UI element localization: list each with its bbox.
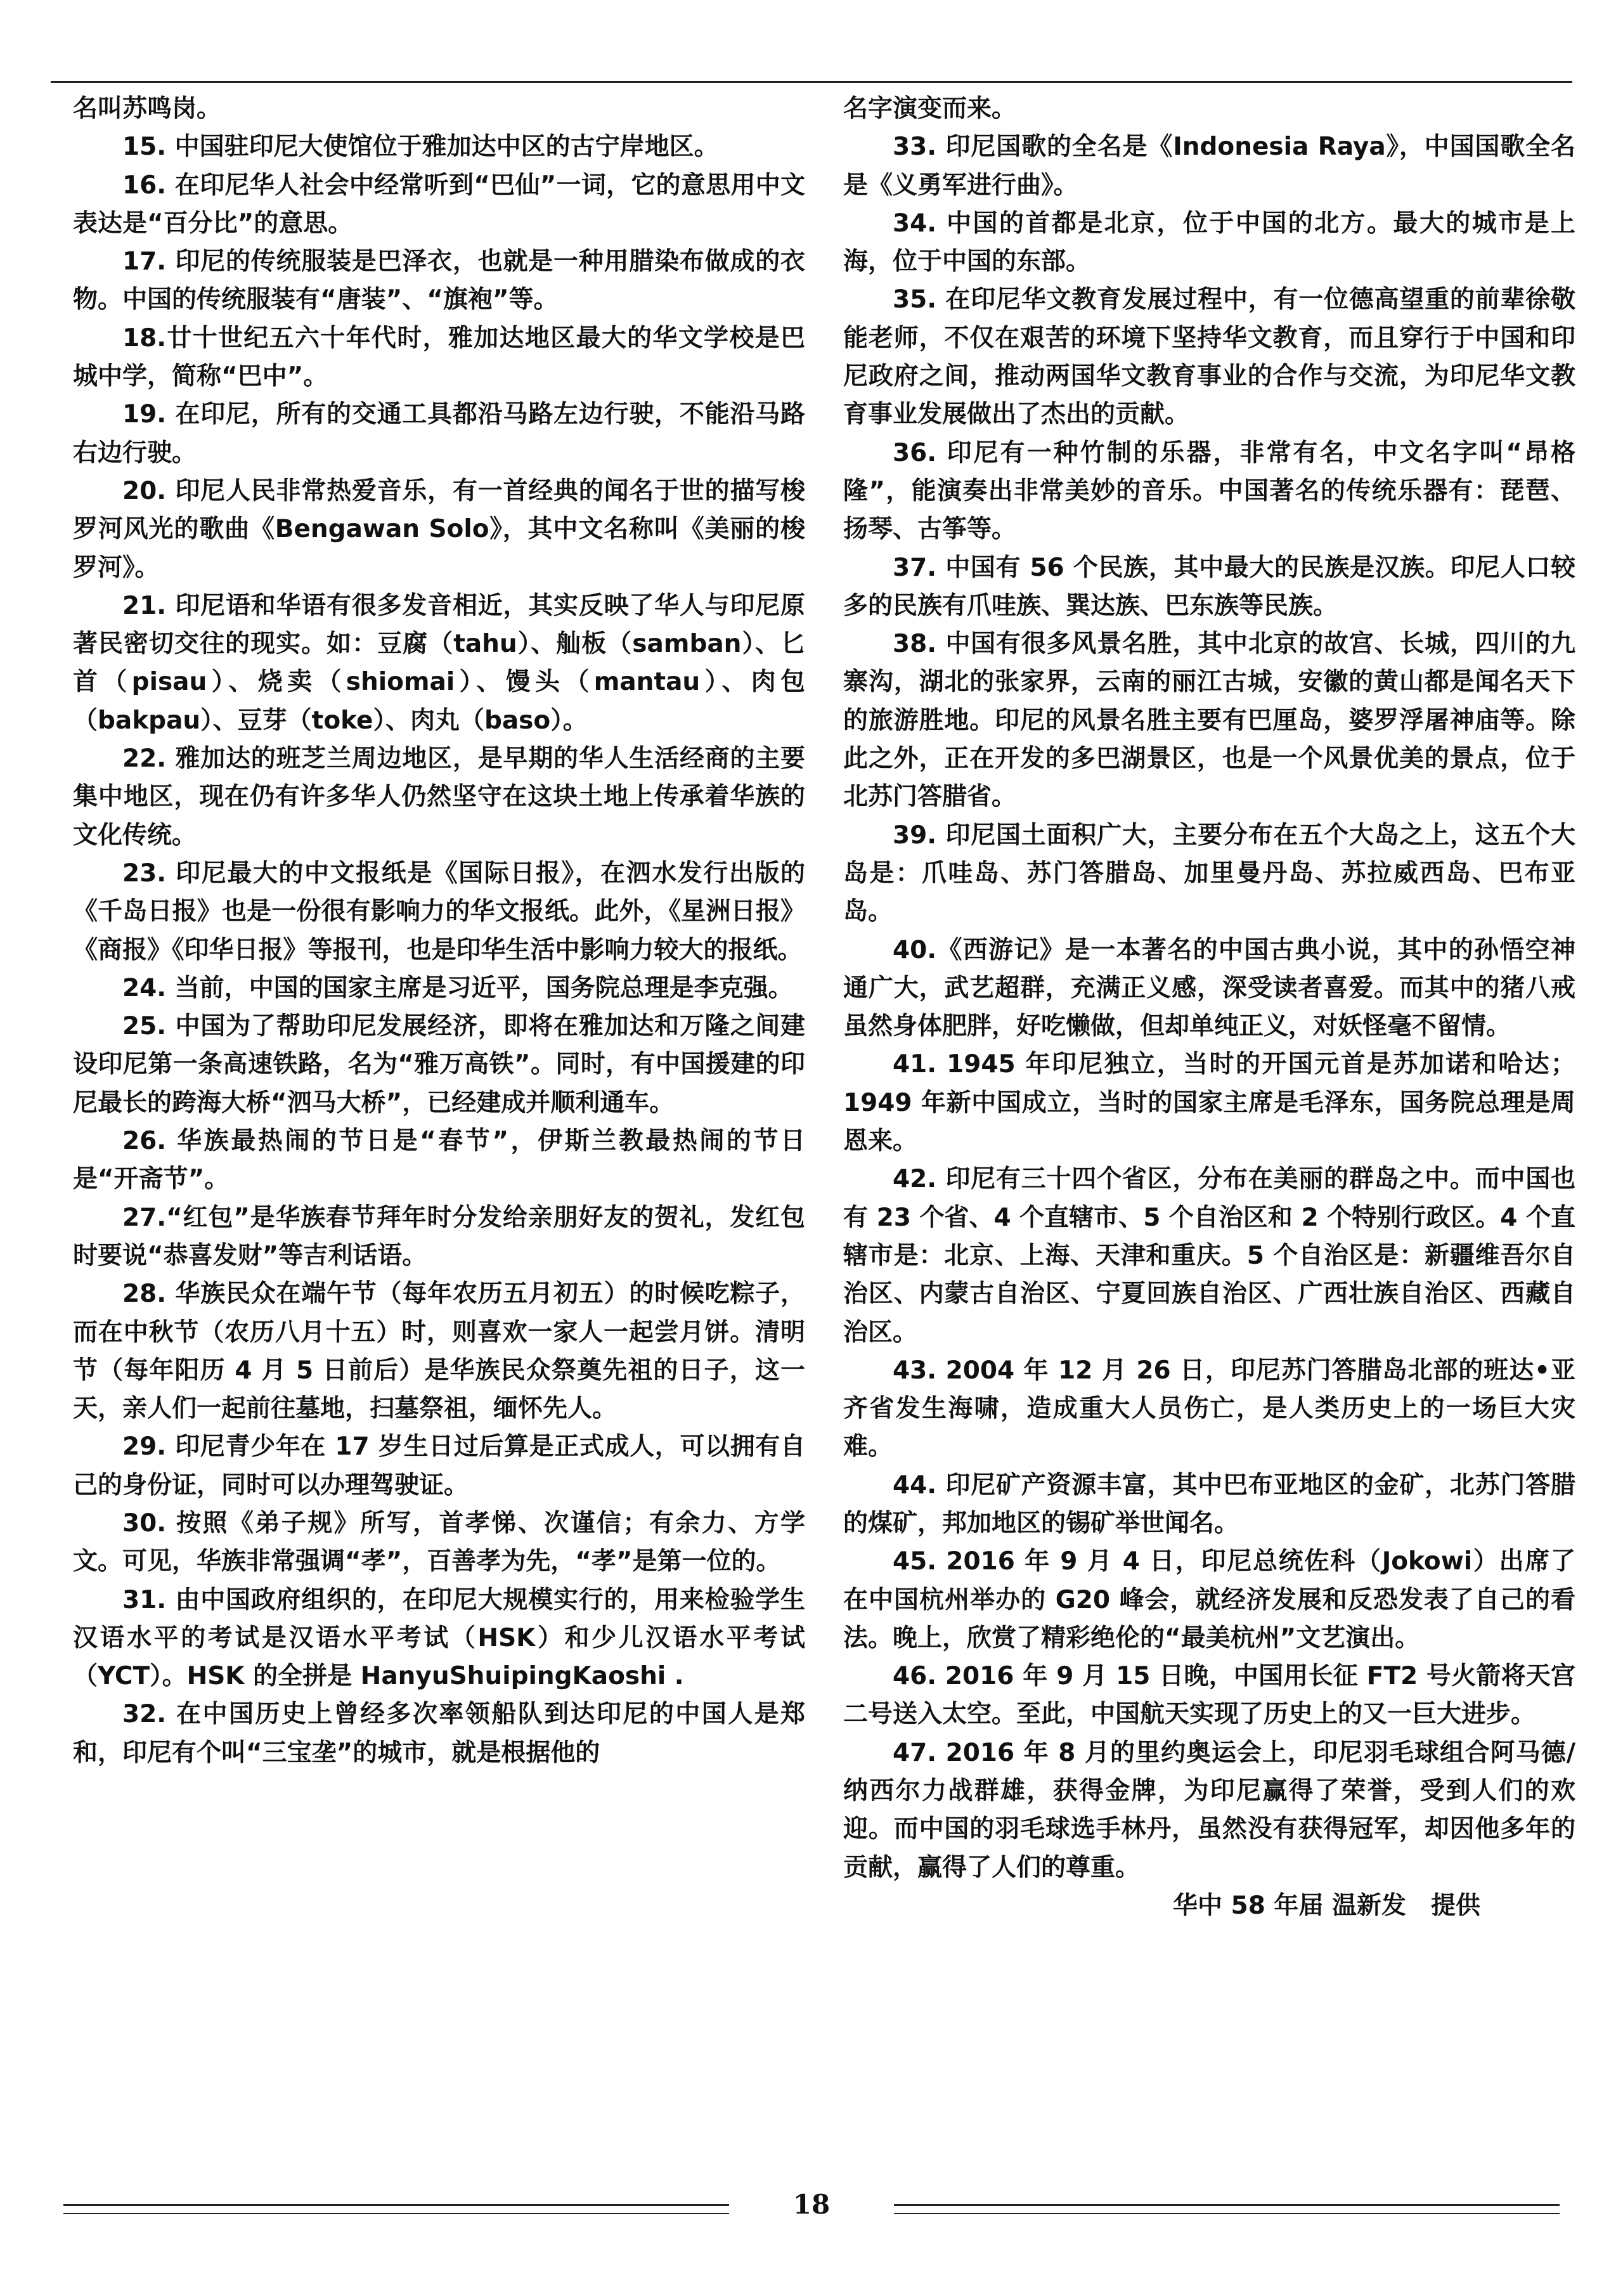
paragraph-item-20: 20. 印尼人民非常热爱音乐，有一首经典的闻名于世的描写梭罗河风光的歌曲《Bengawan Solo》，其中文名称叫《美丽的梭罗河》。 <box>73 476 805 582</box>
paragraph-item-28: 28. 华族民众在端午节（每年农历五月初五）的时候吃粽子，而在中秋节（农历八月十五）时，则喜欢一家人一起尝月饼。清明节（每年阳历 4 月 5 日前后）是华族民众祭奠先祖的日子，这一天，亲人们一起前往墓地，扫墓祭祖，缅怀先人。 <box>73 1280 805 1424</box>
paragraph-item-43: 43. 2004 年 12 月 26 日，印尼苏门答腊岛北部的班达•亚齐省发生海啸，造成重大人员伤亡，是人类历史上的一场巨大灾难。 <box>843 1356 1575 1462</box>
paragraph-item-30: 30. 按照《弟子规》所写，首孝悌、次谨信；有余力、方学文。可见，华族非常强调“孝”，百善孝为先，“孝”是第一位的。 <box>73 1508 805 1576</box>
paragraph-item-42: 42. 印尼有三十四个省区，分布在美丽的群岛之中。而中国也有 23 个省、4 个直辖市、5 个自治区和 2 个特别行政区。4 个直辖市是：北京、上海、天津和重庆。5 个自治区是：新疆维吾尔自治区、内蒙古自治区、宁夏回族自治区、广西壮族自治区、西藏自治区。 <box>843 1165 1575 1347</box>
paragraph-item-38: 38. 中国有很多风景名胜，其中北京的故宫、长城，四川的九寨沟，湖北的张家界，云南的丽江古城，安徽的黄山都是闻名天下的旅游胜地。印尼的风景名胜主要有巴厘岛，婆罗浮屠神庙等。除此之外，正在开发的多巴湖景区，也是一个风景优美的景点，位于北苏门答腊省。 <box>843 630 1575 812</box>
paragraph-item-17: 17. 印尼的传统服装是巴泽衣，也就是一种用腊染布做成的衣物。中国的传统服装有“唐装”、“旗袍”等。 <box>73 247 805 315</box>
author-credit: 华中 58 年届 温新发 提供 <box>1172 1891 1480 1920</box>
paragraph-item-47: 47. 2016 年 8 月的里约奥运会上，印尼羽毛球组合阿马德/纳西尔力战群雄，获得金牌，为印尼赢得了荣誉，受到人们的欢迎。而中国的羽毛球选手林丹，虽然没有获得冠军，却因他多年的贡献，赢得了人们的尊重。 <box>843 1738 1575 1882</box>
paragraph-item-18: 18.廿十世纪五六十年代时，雅加达地区最大的华文学校是巴城中学，简称“巴中”。 <box>73 323 805 391</box>
paragraph-item-33: 33. 印尼国歌的全名是《Indonesia Raya》，中国国歌全名是《义勇军进行曲》。 <box>843 133 1575 200</box>
header-rule <box>51 81 1572 83</box>
paragraph-item-32: 32. 在中国历史上曾经多次率领船队到达印尼的中国人是郑和，印尼有个叫“三宝垄”的城市，就是根据他的 <box>73 1700 805 1767</box>
paragraph-item-15: 15. 中国驻印尼大使馆位于雅加达中区的古宁岸地区。 <box>122 133 719 162</box>
paragraph-item-21: 21. 印尼语和华语有很多发音相近，其实反映了华人与印尼原著民密切交往的现实。如：豆腐（tahu）、舢板（samban）、匕首（pisau）、烧卖（shiomai）、馒头（mantau）、肉包（bakpau）、豆芽（toke）、肉丸（baso）。 <box>73 591 805 735</box>
footer-rule-right-thin <box>894 2213 1560 2214</box>
paragraph-item-29: 29. 印尼青少年在 17 岁生日过后算是正式成人，可以拥有自己的身份证，同时可以办理驾驶证。 <box>73 1432 805 1500</box>
paragraph-item-31: 31. 由中国政府组织的，在印尼大规模实行的，用来检验学生汉语水平的考试是汉语水平考试（HSK）和少儿汉语水平考试（YCT）。HSK 的全拼是 HanyuShuipingKaoshi . <box>73 1585 805 1691</box>
paragraph-continuation: 名叫苏鸣岗。 <box>73 94 222 123</box>
paragraph-item-16: 16. 在印尼华人社会中经常听到“巴仙”一词，它的意思用中文表达是“百分比”的意思。 <box>73 171 805 238</box>
footer-rule-right <box>894 2204 1560 2206</box>
page-number: 18 <box>792 2189 831 2220</box>
right-column <box>843 90 1575 1925</box>
paragraph-item-23: 23. 印尼最大的中文报纸是《国际日报》，在泗水发行出版的《千岛日报》也是一份很有影响力的华文报纸。此外，《星洲日报》《商报》《印华日报》等报刊，也是印华生活中影响力较大的报纸。 <box>73 859 805 964</box>
paragraph-item-22: 22. 雅加达的班芝兰周边地区，是早期的华人生活经商的主要集中地区，现在仍有许多华人仍然坚守在这块土地上传承着华族的文化传统。 <box>73 744 805 850</box>
paragraph-item-40: 40.《西游记》是一本著名的中国古典小说，其中的孙悟空神通广大，武艺超群，充满正义感，深受读者喜爱。而其中的猪八戒虽然身体肥胖，好吃懒做，但却单纯正义，对妖怪毫不留情。 <box>843 935 1575 1041</box>
paragraph-item-27: 27.“红包”是华族春节拜年时分发给亲朋好友的贺礼，发红包时要说“恭喜发财”等吉利话语。 <box>73 1203 805 1270</box>
paragraph-continuation: 名字演变而来。 <box>843 94 1017 123</box>
paragraph-item-39: 39. 印尼国土面积广大，主要分布在五个大岛之上，这五个大岛是：爪哇岛、苏门答腊岛、加里曼丹岛、苏拉威西岛、巴布亚岛。 <box>843 820 1575 926</box>
paragraph-item-34: 34. 中国的首都是北京，位于中国的北方。最大的城市是上海，位于中国的东部。 <box>843 209 1575 276</box>
paragraph-item-25: 25. 中国为了帮助印尼发展经济，即将在雅加达和万隆之间建设印尼第一条高速铁路，名为“雅万高铁”。同时，有中国援建的印尼最长的跨海大桥“泗马大桥”，已经建成并顺利通车。 <box>73 1012 805 1117</box>
left-column <box>73 90 805 1772</box>
paragraph-item-46: 46. 2016 年 9 月 15 日晚，中国用长征 FT2 号火箭将天宫二号送入太空。至此，中国航天实现了历史上的又一巨大进步。 <box>843 1662 1575 1729</box>
paragraph-item-37: 37. 中国有 56 个民族，其中最大的民族是汉族。印尼人口较多的民族有爪哇族、巽达族、巴东族等民族。 <box>843 553 1575 620</box>
paragraph-item-45: 45. 2016 年 9 月 4 日，印尼总统佐科（Jokowi）出席了在中国杭州举办的 G20 峰会，就经济发展和反恐发表了自己的看法。晚上，欣赏了精彩绝伦的“最美杭州”文艺演出。 <box>843 1547 1575 1652</box>
paragraph-item-24: 24. 当前，中国的国家主席是习近平，国务院总理是李克强。 <box>122 973 793 1002</box>
paragraph-item-35: 35. 在印尼华文教育发展过程中，有一位德高望重的前辈徐敬能老师，不仅在艰苦的环境下坚持华文教育，而且穿行于中国和印尼政府之间，推动两国华文教育事业的合作与交流，为印尼华文教育事业发展做出了杰出的贡献。 <box>843 285 1575 429</box>
footer-rule-left <box>63 2204 729 2206</box>
paragraph-item-36: 36. 印尼有一种竹制的乐器，非常有名，中文名字叫“昂格隆”，能演奏出非常美妙的音乐。中国著名的传统乐器有：琵琶、扬琴、古筝等。 <box>843 438 1575 544</box>
paragraph-item-41: 41. 1945 年印尼独立，当时的开国元首是苏加诺和哈达；1949 年新中国成立，当时的国家主席是毛泽东，国务院总理是周恩来。 <box>843 1050 1575 1156</box>
paragraph-item-26: 26. 华族最热闹的节日是“春节”，伊斯兰教最热闹的节日是“开斋节”。 <box>73 1127 805 1194</box>
paragraph-item-19: 19. 在印尼，所有的交通工具都沿马路左边行驶，不能沿马路右边行驶。 <box>73 400 805 467</box>
paragraph-item-44: 44. 印尼矿产资源丰富，其中巴布亚地区的金矿，北苏门答腊的煤矿，邦加地区的锡矿举世闻名。 <box>843 1470 1575 1538</box>
footer-rule-left-thin <box>63 2213 729 2214</box>
